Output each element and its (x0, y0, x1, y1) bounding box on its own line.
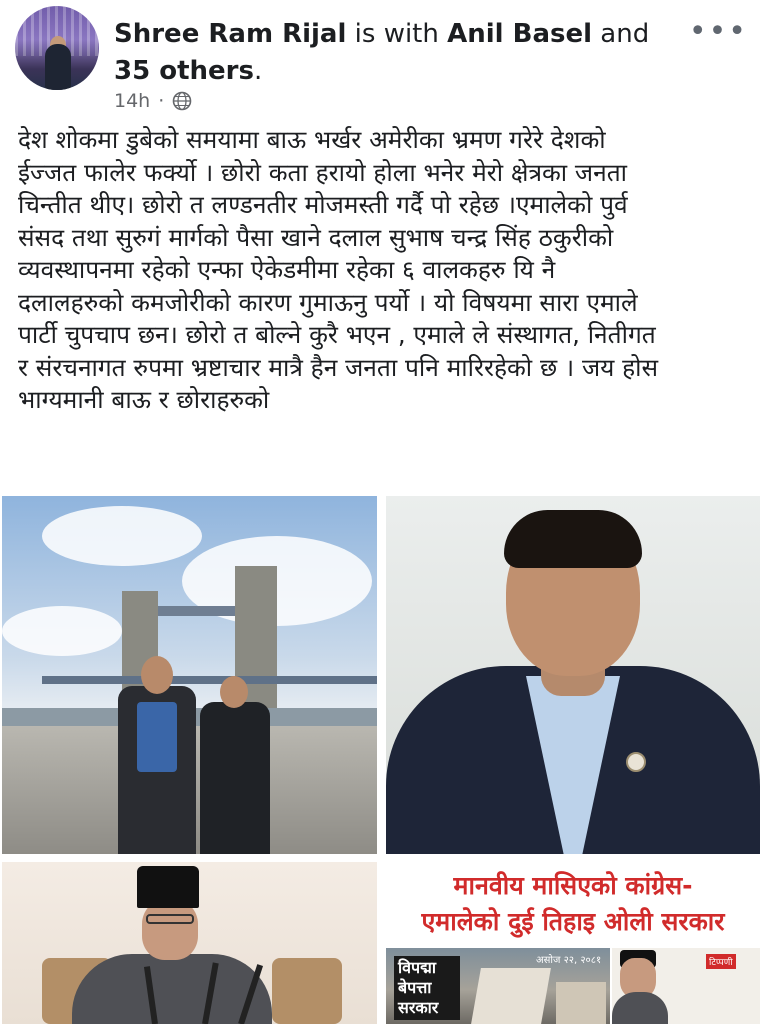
avatar-person (45, 44, 71, 90)
photo-leader-speaking[interactable] (2, 862, 377, 1024)
headline-line-1: मानवीय मासिएको कांग्रेस- (453, 871, 693, 900)
man-left-shirt (137, 702, 177, 772)
thumbnail-label: टिप्पणी (706, 954, 736, 969)
tag-label: विपद्मा बेपत्ता सरकार (394, 956, 460, 1020)
collapsed-house (471, 968, 551, 1024)
photo-portrait[interactable] (386, 496, 760, 854)
post-meta (114, 90, 192, 112)
meta-separator: · (158, 90, 165, 112)
man-right-head (220, 676, 248, 708)
post-title-line (114, 16, 674, 90)
and-text: and (592, 19, 650, 49)
author-name[interactable]: Shree Ram Rijal (114, 19, 347, 49)
post-body-text: देश शोकमा डुबेको समयामा बाऊ भर्खर अमेरीका भ्रमण गरेरे देशको ईज्जत फालेर फर्क्यो । छोरो कता हरायो होला भनेर मेरो क्षेत्रका जनता चिन्तीत थीए। छोरो त लण्डनतीर मोजमस्ती गर्दै पो रहेछ ।एमालेको पुर्व संसद तथा सुरुगं मार्गको पैसा खाने दलाल सुभाष चन्द्र सिंह ठकुरीको व्यवस्थापनमा रहेको एन्फा ऐकेडमीमा रहेका ६ वालकहरु यि नै दलालहरुको कमजोरीको कारण गुमाऊनु पर्यो । यो विषयमा सारा एमाले पार्टी चुपचाप छन। छोरो त बोल्ने कुरै भएन , एमाले ले संस्थागत, नितीगत र संरचनागत रुपमा भ्रष्टाचार मात्रै हैन जनता पनि मारिरहेको छ । जय होस भाग्यमानी बाऊ र छोराहरुको (18, 125, 659, 414)
cloud (42, 506, 202, 566)
author-avatar[interactable] (15, 6, 99, 90)
bridge-walkway (158, 606, 235, 616)
tagged-user[interactable]: Anil Basel (447, 19, 593, 49)
globe-icon[interactable] (172, 91, 192, 111)
man-right (200, 702, 270, 854)
tagged-others-link[interactable]: 35 others (114, 56, 254, 86)
chair-right (272, 958, 342, 1024)
more-options-icon[interactable]: ••• (688, 14, 748, 49)
photo-tower-bridge[interactable] (2, 496, 377, 854)
thumbnail-disaster (386, 948, 610, 1024)
cloud (2, 606, 122, 656)
portrait-hair (504, 510, 642, 568)
headline-line-2: एमालेको दुई तिहाइ ओली सरकार (421, 907, 725, 936)
with-text: is with (346, 19, 448, 49)
house (556, 982, 606, 1024)
thumbnail-leader (612, 948, 760, 1024)
thumbnail-date: असोज २२, २०८१ (536, 955, 602, 966)
title-period: . (253, 56, 263, 86)
news-thumbnails (386, 948, 760, 1024)
man-left-head (141, 656, 173, 694)
bridge-deck (42, 676, 377, 684)
leader-suit (612, 992, 668, 1024)
post-header (0, 0, 762, 118)
post-time[interactable]: 14h (114, 90, 151, 112)
speaker-face (142, 900, 198, 960)
speaker-cap (137, 866, 199, 908)
speaker-glasses (146, 914, 194, 924)
photo-news-graphic[interactable] (386, 862, 760, 1024)
news-headline (386, 868, 760, 940)
lapel-pin (626, 752, 646, 772)
